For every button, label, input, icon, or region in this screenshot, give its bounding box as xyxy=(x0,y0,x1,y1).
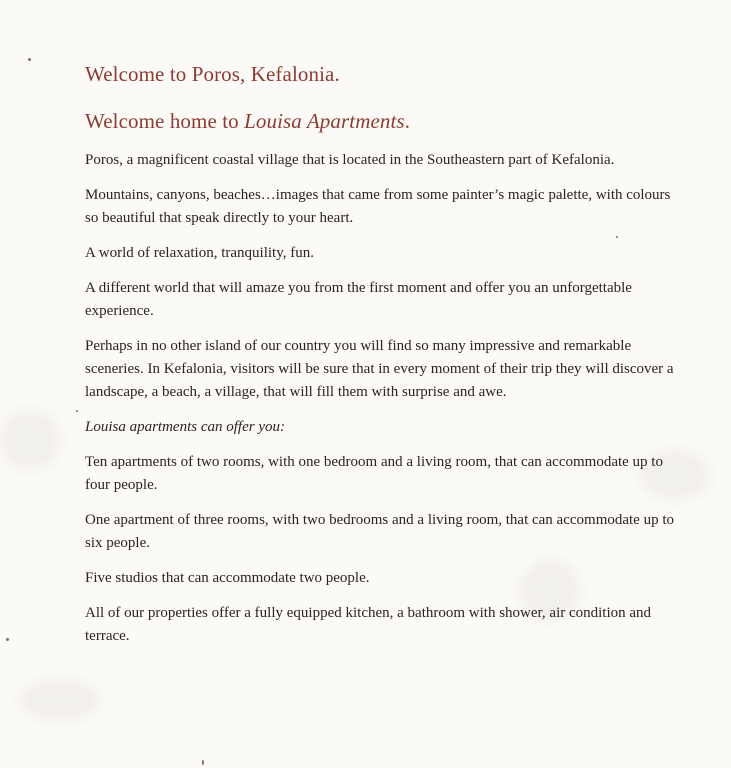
subtitle-prefix: Welcome home to xyxy=(85,109,245,134)
paper-speck xyxy=(76,410,78,412)
intro-paragraph: Poros, a magnificent coastal village that is located in the Southeastern part of Kefalonia. xyxy=(85,152,615,169)
title-text: Welcome to Poros, Kefalonia. xyxy=(85,62,340,86)
sceneries-paragraph: Perhaps in no other island of our country you will find so many impressive and remarkable sceneries. In Kefalonia, visitors will be sure that in every moment of their trip they will discover a landscape, a beach, a village, that will fill them with surprise and awe. xyxy=(85,338,674,401)
landscape-paragraph: Mountains, canyons, beaches…images that came from some painter’s magic palette, with colours so beautiful that speak directly to your heart. xyxy=(85,187,671,227)
paper-speck xyxy=(202,760,204,765)
subtitle-suffix: . xyxy=(404,109,411,134)
two-room-apartments: Ten apartments of two rooms, with one bedroom and a living room, that can accommodate up to four people. xyxy=(85,454,663,494)
experience-paragraph: A different world that will amaze you from the first moment and offer you an unforgettable experience. xyxy=(85,280,632,320)
relaxation-paragraph: A world of relaxation, tranquility, fun. xyxy=(85,245,314,262)
paper-speck xyxy=(6,638,9,641)
page-subtitle xyxy=(85,109,685,134)
paper-stain xyxy=(0,410,60,470)
page-title xyxy=(85,62,685,87)
subtitle-property-name: Louisa Apartments xyxy=(244,109,405,134)
offer-intro: Louisa apartments can offer you: xyxy=(85,419,285,436)
amenities-paragraph: All of our properties offer a fully equipped kitchen, a bathroom with shower, air condition and terrace. xyxy=(85,605,652,645)
studios: Five studios that can accommodate two people. xyxy=(85,570,370,587)
three-room-apartment: One apartment of three rooms, with two bedrooms and a living room, that can accommodate up to six people. xyxy=(85,512,675,552)
document-body xyxy=(85,62,685,660)
paper-stain xyxy=(20,680,100,720)
paper-speck xyxy=(28,58,31,61)
